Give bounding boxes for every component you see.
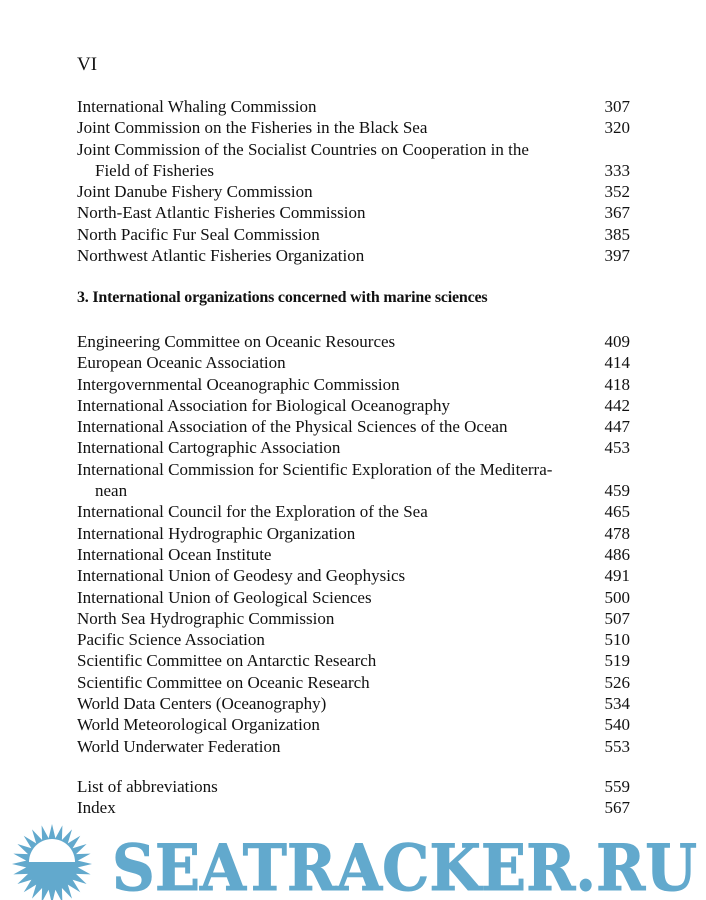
toc-entry xyxy=(77,374,630,395)
toc-entry xyxy=(77,437,630,458)
toc-entry xyxy=(77,693,630,714)
toc-entry xyxy=(77,501,630,522)
toc-entry-page: 486 xyxy=(604,544,630,564)
toc-entry-title: Pacific Science Association xyxy=(77,630,265,650)
toc-entry-title: North Pacific Fur Seal Commission xyxy=(77,224,320,244)
toc-entry-title: International Union of Geological Sciences xyxy=(77,587,372,607)
toc-entry-page: 567 xyxy=(604,798,630,818)
toc-entry-title: World Underwater Federation xyxy=(77,736,281,756)
toc-entry-title: International Association of the Physical Sciences of the Ocean xyxy=(77,417,508,437)
toc-entry-title: World Data Centers (Oceanography) xyxy=(77,694,327,714)
toc-entry-title: Index xyxy=(77,798,116,818)
toc-entry-page: 307 xyxy=(604,97,630,116)
toc-entry-page: 491 xyxy=(604,566,630,586)
toc-entry-title: Field of Fisheries xyxy=(95,160,214,180)
toc-entry xyxy=(77,395,630,416)
toc-entry-page: 320 xyxy=(604,118,630,138)
toc-entry xyxy=(77,714,630,735)
toc-entry-page: 409 xyxy=(604,332,630,351)
toc-entry-title: International Whaling Commission xyxy=(77,97,317,116)
toc-entry-page: 500 xyxy=(604,587,630,607)
toc-entry xyxy=(77,352,630,373)
toc-entry-page: 397 xyxy=(604,246,630,266)
toc-entry xyxy=(77,544,630,565)
toc-entry-title: Intergovernmental Oceanographic Commission xyxy=(77,374,400,394)
toc-entry xyxy=(77,224,630,245)
toc-entry-page: 459 xyxy=(604,481,630,501)
toc-entry-title: International Commission for Scientific Exploration of the Mediterra- xyxy=(77,459,553,479)
toc-entry xyxy=(77,416,630,437)
toc-entry xyxy=(77,331,630,352)
toc-entry-page: 510 xyxy=(604,630,630,650)
toc-entry-page: 465 xyxy=(604,502,630,522)
toc-entry xyxy=(77,776,630,797)
toc-entry-page: 333 xyxy=(604,160,630,180)
toc-entry-page: 385 xyxy=(604,224,630,244)
toc-entry-title: Engineering Committee on Oceanic Resources xyxy=(77,332,396,351)
toc-entry-title: International Union of Geodesy and Geophysics xyxy=(77,566,406,586)
toc-entry-page: 414 xyxy=(604,353,630,373)
toc-entry-title: Scientific Committee on Antarctic Research xyxy=(77,651,377,671)
toc-entry-page: 442 xyxy=(604,395,630,415)
toc-entry-title: International Hydrographic Organization xyxy=(77,523,356,543)
page-number: VI xyxy=(77,54,98,75)
toc-entry-title: International Association for Biological Oceanography xyxy=(77,395,450,415)
watermark-logo xyxy=(0,824,706,900)
toc-entry-title: Northwest Atlantic Fisheries Organization xyxy=(77,246,365,266)
toc-entry xyxy=(77,650,630,671)
toc-entry xyxy=(77,117,630,138)
toc-entry xyxy=(77,587,630,608)
toc-entry xyxy=(77,139,630,160)
toc-entry xyxy=(77,523,630,544)
toc-entry-page: 540 xyxy=(604,715,630,735)
toc-entry-page: 447 xyxy=(604,417,630,437)
toc-entry-page: 453 xyxy=(604,438,630,458)
toc-entry xyxy=(77,202,630,223)
toc-entry-title: North-East Atlantic Fisheries Commission xyxy=(77,203,366,223)
toc-entry-title: Joint Commission on the Fisheries in the Black Sea xyxy=(77,118,428,138)
toc-entry-title: Scientific Committee on Oceanic Research xyxy=(77,672,370,692)
toc-entry xyxy=(77,459,630,480)
toc-group-1 xyxy=(77,96,630,266)
toc-entry xyxy=(77,480,630,501)
toc-entry xyxy=(77,629,630,650)
toc-entry xyxy=(77,245,630,266)
toc-entry-title: International Council for the Exploration of the Sea xyxy=(77,502,428,522)
toc-entry-page: 352 xyxy=(604,182,630,202)
toc-entry xyxy=(77,565,630,586)
toc-entry-title: International Cartographic Association xyxy=(77,438,341,458)
toc-entry xyxy=(77,797,630,818)
toc-entry xyxy=(77,160,630,181)
toc-entry-title: List of abbreviations xyxy=(77,777,218,796)
toc-entry-title: Joint Commission of the Socialist Countries on Cooperation in the xyxy=(77,139,529,159)
toc-entry-page: 553 xyxy=(604,736,630,756)
toc-entry xyxy=(77,736,630,757)
toc-entry xyxy=(77,672,630,693)
toc-entry-page: 526 xyxy=(604,672,630,692)
toc-entry-page: 367 xyxy=(604,203,630,223)
toc-entry-title: North Sea Hydrographic Commission xyxy=(77,608,335,628)
toc-entry-page: 559 xyxy=(604,777,630,796)
toc-entry-page: 507 xyxy=(604,608,630,628)
toc-entry-title: Joint Danube Fishery Commission xyxy=(77,182,313,202)
toc-entry-page: 519 xyxy=(604,651,630,671)
section-heading: 3. International organizations concerned with marine sciences xyxy=(77,289,488,306)
toc-entry-title: World Meteorological Organization xyxy=(77,715,320,735)
toc-entry-page: 418 xyxy=(604,374,630,394)
toc-entry-title: nean xyxy=(95,481,128,501)
toc-entry-page: 478 xyxy=(604,523,630,543)
toc-group-3 xyxy=(77,776,630,819)
toc-entry xyxy=(77,608,630,629)
toc-entry xyxy=(77,96,630,117)
toc-group-2 xyxy=(77,331,630,757)
sun-icon xyxy=(12,824,92,900)
watermark-text: SEATRACKER.RU xyxy=(112,831,697,900)
toc-entry xyxy=(77,181,630,202)
toc-entry-title: European Oceanic Association xyxy=(77,353,286,373)
toc-entry-title: International Ocean Institute xyxy=(77,544,272,564)
toc-entry-page: 534 xyxy=(604,694,630,714)
